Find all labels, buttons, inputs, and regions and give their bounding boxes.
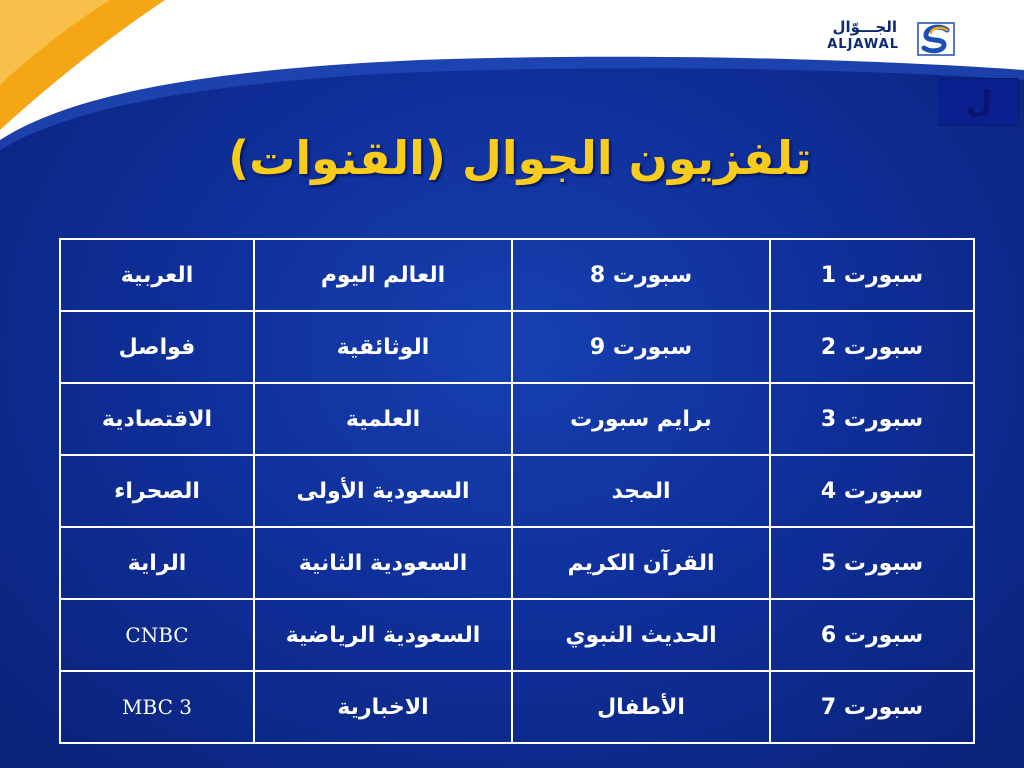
table-row [60,527,974,599]
table-row [60,239,974,311]
table-cell: سبورت 6 [770,599,974,671]
table-cell: سبورت 5 [770,527,974,599]
aljawal-logo [805,18,955,56]
channels-table [59,238,975,744]
table-cell: سبورت 4 [770,455,974,527]
table-row [60,599,974,671]
table-cell: الراية [60,527,254,599]
table-cell: برايم سبورت [512,383,770,455]
table-cell: سبورت 7 [770,671,974,743]
table-cell: القرآن الكريم [512,527,770,599]
table-cell: سبورت 3 [770,383,974,455]
table-cell: السعودية الرياضية [254,599,512,671]
slide-title: تلفزيون الجوال (القنوات) [228,131,812,185]
table-cell: العربية [60,239,254,311]
table-cell: المجد [512,455,770,527]
table-row [60,311,974,383]
table-cell [60,671,254,743]
table-cell: السعودية الثانية [254,527,512,599]
table-row [60,383,974,455]
table-cell: العلمية [254,383,512,455]
table-cell: الاخبارية [254,671,512,743]
table-cell: سبورت 8 [512,239,770,311]
table-cell: سبورت 1 [770,239,974,311]
table-cell: فواصل [60,311,254,383]
logo-arabic-text: الجـــوّال [832,18,897,36]
table-cell: السعودية الأولى [254,455,512,527]
table-cell: الأطفال [512,671,770,743]
table-cell: سبورت 9 [512,311,770,383]
table-cell [60,599,254,671]
cell-text-latin: MBC 3 [122,694,192,719]
table-row [60,455,974,527]
cell-text-latin: CNBC [125,622,189,647]
table-cell: سبورت 2 [770,311,974,383]
table-cell: العالم اليوم [254,239,512,311]
nav-button[interactable]: ل [939,78,1019,126]
table-cell: الوثائقية [254,311,512,383]
logo-english-text: ALJAWAL [827,37,899,52]
table-row [60,671,974,743]
table-cell: الصحراء [60,455,254,527]
table-cell: الاقتصادية [60,383,254,455]
table-cell: الحديث النبوي [512,599,770,671]
aljawal-mark-icon [917,22,955,56]
